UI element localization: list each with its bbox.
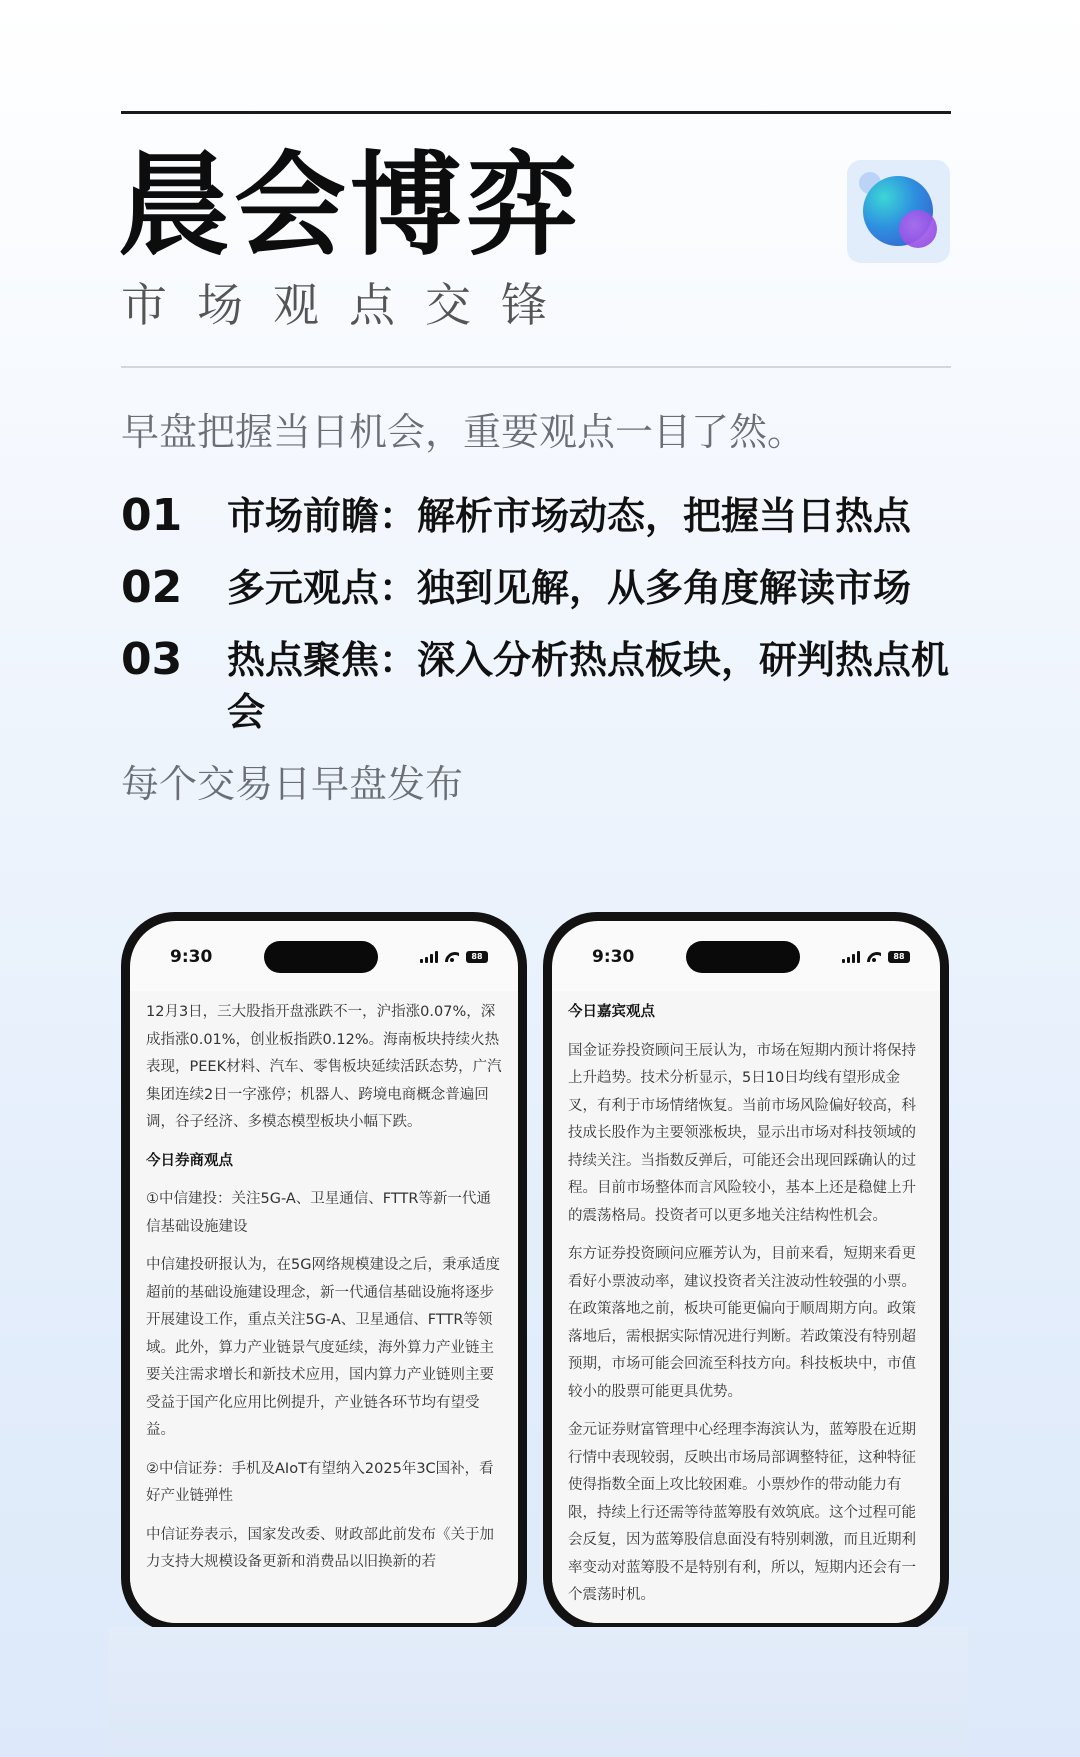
status-icons <box>420 951 488 963</box>
battery-icon: 88 <box>466 951 488 963</box>
article-paragraph: ②中信证券：手机及AIoT有望纳入2025年3C国补，看好产业链弹性 <box>146 1460 494 1504</box>
article-content[interactable] <box>552 991 940 1623</box>
phone-mockup-left <box>121 912 527 1632</box>
feature-text: 多元观点：独到见解，从多角度解读市场 <box>227 566 912 610</box>
battery-icon: 88 <box>888 951 910 963</box>
feature-number: 03 <box>121 634 183 685</box>
article-paragraph: 中信建投研报认为，在5G网络规模建设之后，秉承适度超前的基础设施建设理念，新一代通信基础设施将逐步开展建设工作，重点关注5G-A、卫星通信、FTTR等领域。此外，算力产业链景气度延续，海外算力产业链主要关注需求增长和新技术应用，国内算力产业链则主要受益于国产化应用比例提升，产业链各环节均有望受益。 <box>146 1257 500 1438</box>
phone-screen <box>130 921 518 1623</box>
wifi-icon <box>445 952 459 962</box>
signal-icon <box>420 951 438 963</box>
intro-text: 早盘把握当日机会，重要观点一目了然。 <box>121 410 806 454</box>
app-logo-icon <box>847 160 950 263</box>
article-paragraph: 东方证券投资顾问应雁芳认为，目前来看，短期来看更看好小票波动率，建议投资者关注波动性较强的小票。在政策落地之前，板块可能更偏向于顺周期方向。政策落地后，需根据实际情况进行判断。若政策没有特别超预期，市场可能会回流至科技方向。科技板块中，市值较小的股票可能更具优势。 <box>568 1246 916 1400</box>
bottom-fade-overlay <box>108 1627 968 1757</box>
section-divider <box>121 366 951 368</box>
publish-schedule-note: 每个交易日早盘发布 <box>121 762 464 806</box>
article-paragraph: 12月3日，三大股指开盘涨跌不一，沪指涨0.07%，深成指涨0.01%，创业板指跌0.12%。海南板块持续火热表现，PEEK材料、汽车、零售板块延续活跃态势，广汽集团连续2日一字涨停；机器人、跨境电商概念普遍回调，谷子经济、多模态模型板块小幅下跌。 <box>146 1004 502 1130</box>
phone-mockup-right <box>543 912 949 1632</box>
article-content[interactable] <box>130 991 518 1623</box>
feature-item <box>121 490 961 542</box>
article-paragraph: 中信证券表示，国家发改委、财政部此前发布《关于加力支持大规模设备更新和消费品以旧换新的若 <box>146 1526 494 1570</box>
article-heading: 今日嘉宾观点 <box>568 1004 655 1020</box>
logo-orb-small <box>899 210 937 248</box>
dynamic-island <box>686 941 800 973</box>
article-paragraph: 金元证券财富管理中心经理李海滨认为，蓝筹股在近期行情中表现较弱，反映出市场局部调整特征，这种特征使得指数全面上攻比较困难。小票炒作的带动能力有限，持续上行还需等待蓝筹股有效筑底。这个过程可能会反复，因为蓝筹股信息面没有特别刺激，而且近期利率变动对蓝筹股不是特别有利，所以，短期内还会有一个震荡时机。 <box>568 1422 916 1603</box>
signal-icon <box>842 951 860 963</box>
status-time: 9:30 <box>592 947 635 967</box>
dynamic-island <box>264 941 378 973</box>
wifi-icon <box>867 952 881 962</box>
phone-screen <box>552 921 940 1623</box>
status-icons <box>842 951 910 963</box>
article-paragraph: ①中信建投：关注5G-A、卫星通信、FTTR等新一代通信基础设施建设 <box>146 1191 491 1235</box>
status-bar <box>130 921 518 991</box>
status-bar <box>552 921 940 991</box>
page-title: 晨会博弈 <box>118 141 582 271</box>
top-divider <box>121 111 951 114</box>
article-heading: 今日券商观点 <box>146 1152 233 1169</box>
article-paragraph: 国金证券投资顾问王辰认为，市场在短期内预计将保持上升趋势。技术分析显示，5日10日均线有望形成金叉，有利于市场情绪恢复。当前市场风险偏好较高，科技成长股作为主要领涨板块，显示出市场对科技领域的持续关注。当指数反弹后，可能还会出现回踩确认的过程。目前市场整体而言风险较小，基本上还是稳健上升的震荡格局。投资者可以更多地关注结构性机会。 <box>568 1042 916 1224</box>
feature-text: 热点聚焦：深入分析热点板块，研判热点机会 <box>227 638 950 734</box>
feature-item <box>121 634 961 738</box>
status-time: 9:30 <box>170 947 213 967</box>
feature-number: 02 <box>121 562 183 613</box>
feature-number: 01 <box>121 490 183 541</box>
feature-list <box>121 490 961 758</box>
feature-item <box>121 562 961 614</box>
feature-text: 市场前瞻：解析市场动态，把握当日热点 <box>227 494 912 538</box>
page-subtitle: 市场观点交锋 <box>121 278 577 332</box>
